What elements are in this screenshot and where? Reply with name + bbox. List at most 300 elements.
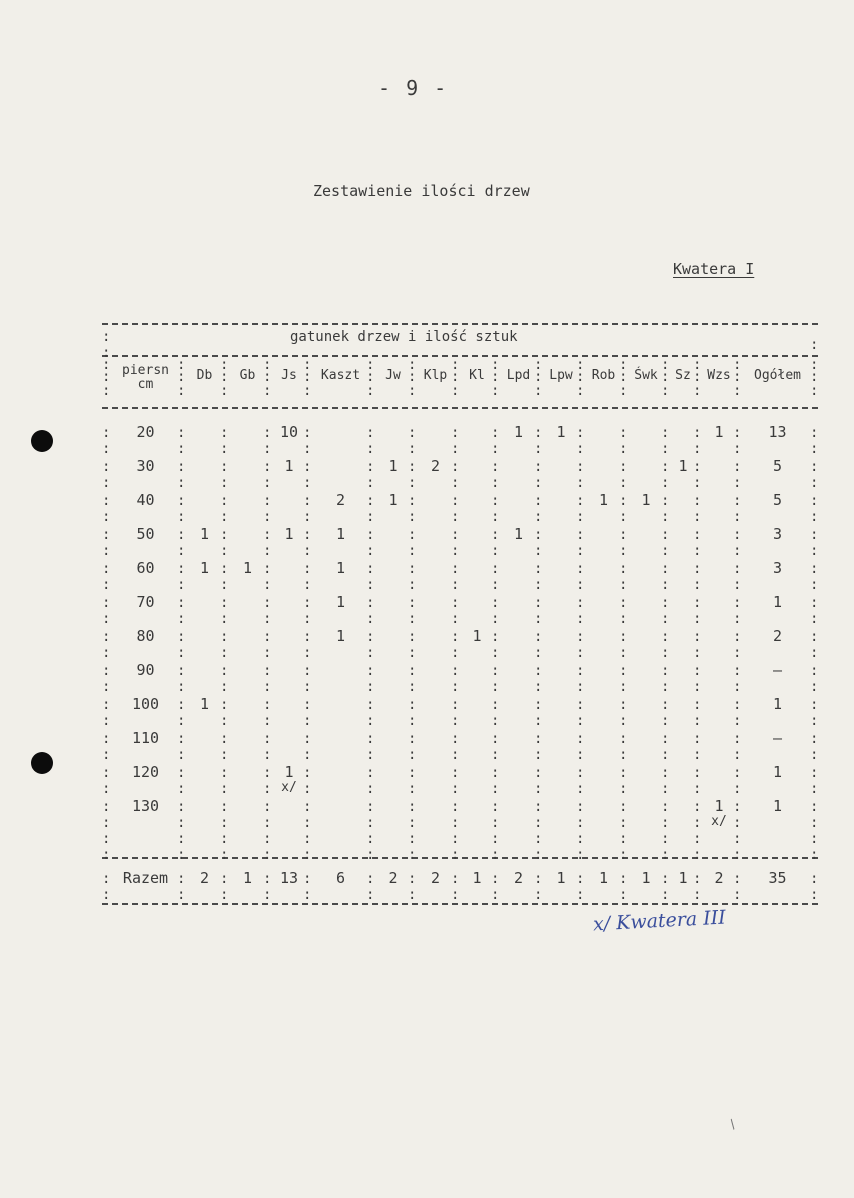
colon-separator: : <box>661 679 670 695</box>
colon-separator: : <box>619 747 628 763</box>
colon-separator: : <box>661 509 670 525</box>
colon-separator: : <box>303 509 312 525</box>
count-cell: 1 <box>284 763 294 781</box>
total-cell: 1 <box>772 695 783 713</box>
colon-separator: : <box>303 815 312 831</box>
column-header: Sz <box>675 368 691 383</box>
colon-separator: : <box>366 383 375 399</box>
colon-separator: : <box>733 383 742 399</box>
colon-separator: : <box>220 781 229 797</box>
colon-separator: : <box>102 611 111 627</box>
colon-separator: : <box>534 799 543 815</box>
colon-separator: : <box>619 645 628 661</box>
colon-separator: : <box>661 781 670 797</box>
colon-separator: : <box>451 543 460 559</box>
colon-separator: : <box>408 629 417 645</box>
colon-separator: : <box>102 645 111 661</box>
colon-separator: : <box>303 731 312 747</box>
colon-separator: : <box>619 871 628 887</box>
colon-separator: : <box>491 713 500 729</box>
colon-separator: : <box>810 369 819 385</box>
colon-separator: : <box>220 887 229 903</box>
colon-separator: : <box>177 493 186 509</box>
count-cell: 1 <box>598 491 609 509</box>
colon-separator: : <box>408 509 417 525</box>
colon-separator: : <box>534 871 543 887</box>
colon-separator: : <box>661 595 670 611</box>
colon-separator: : <box>576 441 585 457</box>
colon-separator: : <box>619 509 628 525</box>
colon-separator: : <box>102 577 111 593</box>
colon-separator: : <box>693 527 702 543</box>
colon-separator: : <box>303 847 312 863</box>
colon-separator: : <box>534 781 543 797</box>
column-header: Gb <box>239 368 256 383</box>
colon-separator: : <box>810 493 819 509</box>
colon-separator: : <box>102 663 111 679</box>
total-cell: 13 <box>768 423 787 441</box>
colon-separator: : <box>263 441 272 457</box>
colon-separator: : <box>619 595 628 611</box>
colon-separator: : <box>534 459 543 475</box>
colon-separator: : <box>263 475 272 491</box>
page-number: - 9 - <box>378 76 449 100</box>
colon-separator: : <box>102 493 111 509</box>
colon-separator: : <box>366 731 375 747</box>
colon-separator: : <box>693 629 702 645</box>
colon-separator: : <box>366 781 375 797</box>
colon-separator: : <box>263 383 272 399</box>
colon-separator: : <box>408 543 417 559</box>
colon-separator: : <box>102 847 111 863</box>
colon-separator: : <box>534 493 543 509</box>
colon-separator: : <box>102 871 111 887</box>
colon-separator: : <box>576 577 585 593</box>
colon-separator: : <box>366 713 375 729</box>
colon-separator: : <box>661 357 670 373</box>
colon-separator: : <box>733 747 742 763</box>
colon-separator: : <box>303 747 312 763</box>
colon-separator: : <box>661 629 670 645</box>
totals-cell: 1 <box>678 869 688 887</box>
colon-separator: : <box>810 459 819 475</box>
colon-separator: : <box>693 663 702 679</box>
colon-separator: : <box>177 369 186 385</box>
colon-separator: : <box>303 887 312 903</box>
colon-separator: : <box>619 459 628 475</box>
colon-separator: : <box>661 663 670 679</box>
colon-separator: : <box>263 493 272 509</box>
colon-separator: : <box>693 831 702 847</box>
colon-separator: : <box>733 815 742 831</box>
column-header: Rob <box>591 368 616 383</box>
colon-separator: : <box>303 561 312 577</box>
count-cell: 1 <box>199 695 210 713</box>
colon-separator: : <box>693 441 702 457</box>
colon-separator: : <box>177 847 186 863</box>
colon-separator: : <box>220 383 229 399</box>
colon-separator: : <box>451 493 460 509</box>
colon-separator: : <box>102 357 111 373</box>
totals-cell: 1 <box>472 869 482 887</box>
colon-separator: : <box>451 887 460 903</box>
colon-separator: : <box>491 611 500 627</box>
colon-separator: : <box>576 765 585 781</box>
table-rule <box>102 407 818 409</box>
colon-separator: : <box>491 697 500 713</box>
colon-separator: : <box>102 765 111 781</box>
colon-separator: : <box>576 831 585 847</box>
total-cell: 5 <box>772 491 783 509</box>
colon-separator: : <box>263 871 272 887</box>
colon-separator: : <box>303 679 312 695</box>
colon-separator: : <box>451 871 460 887</box>
count-cell: 1 <box>388 457 398 475</box>
colon-separator: : <box>576 561 585 577</box>
punch-hole-top <box>31 430 53 452</box>
colon-separator: : <box>366 799 375 815</box>
colon-separator: : <box>303 629 312 645</box>
colon-separator: : <box>693 679 702 695</box>
colon-separator: : <box>693 357 702 373</box>
colon-separator: : <box>733 887 742 903</box>
colon-separator: : <box>810 887 819 903</box>
count-cell: 2 <box>430 457 441 475</box>
colon-separator: : <box>661 577 670 593</box>
colon-separator: : <box>810 747 819 763</box>
colon-separator: : <box>534 815 543 831</box>
colon-separator: : <box>619 765 628 781</box>
colon-separator: : <box>576 713 585 729</box>
colon-separator: : <box>733 697 742 713</box>
colon-separator: : <box>491 425 500 441</box>
colon-separator: : <box>619 731 628 747</box>
totals-cell: 2 <box>714 869 724 887</box>
colon-separator: : <box>366 369 375 385</box>
colon-separator: : <box>408 831 417 847</box>
colon-separator: : <box>102 595 111 611</box>
colon-separator: : <box>451 747 460 763</box>
colon-separator: : <box>177 799 186 815</box>
colon-separator: : <box>733 369 742 385</box>
colon-separator: : <box>451 441 460 457</box>
colon-separator: : <box>263 629 272 645</box>
colon-separator: : <box>576 527 585 543</box>
colon-separator: : <box>693 713 702 729</box>
colon-separator: : <box>102 561 111 577</box>
colon-separator: : <box>576 543 585 559</box>
colon-separator: : <box>220 645 229 661</box>
colon-separator: : <box>408 561 417 577</box>
colon-separator: : <box>491 871 500 887</box>
colon-separator: : <box>366 747 375 763</box>
colon-separator: : <box>576 747 585 763</box>
count-cell: 1 <box>388 491 398 509</box>
document-title: Zestawienie ilości drzew <box>313 182 530 200</box>
colon-separator: : <box>810 425 819 441</box>
colon-separator: : <box>102 799 111 815</box>
colon-separator: : <box>491 475 500 491</box>
colon-separator: : <box>220 679 229 695</box>
colon-separator: : <box>451 663 460 679</box>
colon-separator: : <box>408 383 417 399</box>
colon-separator: : <box>303 493 312 509</box>
colon-separator: : <box>366 595 375 611</box>
table-rule <box>102 857 818 859</box>
colon-separator: : <box>619 697 628 713</box>
colon-separator: : <box>619 815 628 831</box>
colon-separator: : <box>303 781 312 797</box>
colon-separator: : <box>733 561 742 577</box>
colon-separator: : <box>303 543 312 559</box>
colon-separator: : <box>491 847 500 863</box>
colon-separator: : <box>102 731 111 747</box>
colon-separator: : <box>619 369 628 385</box>
colon-separator: : <box>661 831 670 847</box>
colon-separator: : <box>408 357 417 373</box>
colon-separator: : <box>263 369 272 385</box>
colon-separator: : <box>534 887 543 903</box>
colon-separator: : <box>534 357 543 373</box>
colon-separator: : <box>619 799 628 815</box>
colon-separator: : <box>451 765 460 781</box>
colon-separator: : <box>408 459 417 475</box>
colon-separator: : <box>102 679 111 695</box>
colon-separator: : <box>177 731 186 747</box>
colon-separator: : <box>408 799 417 815</box>
colon-separator: : <box>220 561 229 577</box>
colon-separator: : <box>263 731 272 747</box>
colon-separator: : <box>693 543 702 559</box>
colon-separator: : <box>220 369 229 385</box>
colon-separator: : <box>810 357 819 373</box>
colon-separator: : <box>661 561 670 577</box>
colon-separator: : <box>451 731 460 747</box>
diameter-cell: 80 <box>136 627 155 645</box>
colon-separator: : <box>733 493 742 509</box>
colon-separator: : <box>303 871 312 887</box>
colon-separator: : <box>408 871 417 887</box>
colon-separator: : <box>408 369 417 385</box>
colon-separator: : <box>263 645 272 661</box>
colon-separator: : <box>576 595 585 611</box>
colon-separator: : <box>408 645 417 661</box>
colon-separator: : <box>491 831 500 847</box>
colon-separator: : <box>102 697 111 713</box>
colon-separator: : <box>810 765 819 781</box>
colon-separator: : <box>693 509 702 525</box>
colon-separator: : <box>491 765 500 781</box>
colon-separator: : <box>263 611 272 627</box>
colon-separator: : <box>451 831 460 847</box>
colon-separator: : <box>661 815 670 831</box>
colon-separator: : <box>303 765 312 781</box>
colon-separator: : <box>619 781 628 797</box>
colon-separator: : <box>661 713 670 729</box>
colon-separator: : <box>619 493 628 509</box>
colon-separator: : <box>220 493 229 509</box>
colon-separator: : <box>810 781 819 797</box>
colon-separator: : <box>177 645 186 661</box>
colon-separator: : <box>491 577 500 593</box>
count-cell: 1 <box>714 423 724 441</box>
colon-separator: : <box>408 475 417 491</box>
colon-separator: : <box>534 577 543 593</box>
colon-separator: : <box>366 543 375 559</box>
colon-separator: : <box>220 611 229 627</box>
column-header: Js <box>281 368 297 383</box>
colon-separator: : <box>534 831 543 847</box>
colon-separator: : <box>810 577 819 593</box>
colon-separator: : <box>177 509 186 525</box>
colon-separator: : <box>534 611 543 627</box>
colon-separator: : <box>619 611 628 627</box>
colon-separator: : <box>263 887 272 903</box>
count-cell: 1 <box>242 559 253 577</box>
colon-separator: : <box>366 509 375 525</box>
colon-separator: : <box>534 425 543 441</box>
colon-separator: : <box>733 595 742 611</box>
colon-separator: : <box>366 887 375 903</box>
colon-separator: : <box>810 561 819 577</box>
colon-separator: : <box>408 611 417 627</box>
colon-separator: : <box>263 697 272 713</box>
colon-separator: : <box>810 871 819 887</box>
colon-separator: : <box>303 831 312 847</box>
colon-separator: : <box>810 595 819 611</box>
colon-separator: : <box>693 887 702 903</box>
colon-separator: : <box>220 527 229 543</box>
total-cell: 3 <box>772 525 783 543</box>
colon-separator: : <box>491 357 500 373</box>
colon-separator: : <box>693 577 702 593</box>
colon-separator: : <box>693 369 702 385</box>
total-cell: 5 <box>772 457 783 475</box>
colon-separator: : <box>263 831 272 847</box>
colon-separator: : <box>491 509 500 525</box>
colon-separator: : <box>733 543 742 559</box>
colon-separator: : <box>451 369 460 385</box>
colon-separator: : <box>451 509 460 525</box>
colon-separator: : <box>451 781 460 797</box>
colon-separator: : <box>810 713 819 729</box>
colon-separator: : <box>451 561 460 577</box>
diameter-cell: 130 <box>131 797 160 815</box>
totals-cell: 2 <box>513 869 524 887</box>
column-header: Ogółem <box>754 368 801 383</box>
colon-separator: : <box>810 543 819 559</box>
colon-separator: : <box>534 679 543 695</box>
colon-separator: : <box>220 577 229 593</box>
colon-separator: : <box>220 831 229 847</box>
colon-separator: : <box>366 645 375 661</box>
colon-separator: : <box>534 847 543 863</box>
colon-separator: : <box>408 815 417 831</box>
colon-separator: : <box>693 847 702 863</box>
colon-separator: : <box>408 887 417 903</box>
colon-separator: : <box>534 527 543 543</box>
colon-separator: : <box>619 383 628 399</box>
count-cell: 1 <box>513 423 524 441</box>
colon-separator: : <box>534 747 543 763</box>
colon-separator: : <box>491 459 500 475</box>
colon-separator: : <box>177 713 186 729</box>
colon-separator: : <box>619 475 628 491</box>
colon-separator: : <box>451 697 460 713</box>
colon-separator: : <box>102 815 111 831</box>
colon-separator: : <box>220 799 229 815</box>
colon-separator: : <box>491 645 500 661</box>
colon-separator: : <box>263 713 272 729</box>
total-cell: 1 <box>772 593 783 611</box>
colon-separator: : <box>576 357 585 373</box>
colon-separator: : <box>534 383 543 399</box>
column-header: Kl <box>469 368 485 383</box>
colon-separator: : <box>177 629 186 645</box>
colon-separator: : <box>576 629 585 645</box>
colon-separator: : <box>366 441 375 457</box>
colon-separator: : <box>619 527 628 543</box>
colon-separator: : <box>451 527 460 543</box>
count-cell: 1 <box>513 525 524 543</box>
colon-separator: : <box>451 679 460 695</box>
handwritten-note: x/ Kwatera III <box>592 906 727 936</box>
colon-separator: : <box>491 543 500 559</box>
count-cell: 1 <box>472 627 482 645</box>
colon-separator: : <box>733 731 742 747</box>
colon-separator: : <box>102 383 111 399</box>
count-cell: 1 <box>556 423 566 441</box>
colon-separator: : <box>303 799 312 815</box>
colon-separator: : <box>810 799 819 815</box>
colon-separator: : <box>408 577 417 593</box>
colon-separator: : <box>810 831 819 847</box>
colon-separator: : <box>810 611 819 627</box>
colon-separator: : <box>733 357 742 373</box>
colon-separator: : <box>177 383 186 399</box>
diameter-cell: 20 <box>136 423 155 441</box>
colon-separator: : <box>810 731 819 747</box>
count-cell: 1 <box>335 559 346 577</box>
count-cell: 1 <box>335 593 346 611</box>
colon-separator: : <box>810 383 819 399</box>
colon-separator: : <box>263 663 272 679</box>
colon-separator: : <box>810 847 819 863</box>
colon-separator: : <box>733 577 742 593</box>
totals-cell: 2 <box>199 869 210 887</box>
colon-separator: : <box>619 357 628 373</box>
colon-separator: : <box>102 425 111 441</box>
colon-separator: : <box>220 595 229 611</box>
colon-separator: : <box>408 595 417 611</box>
colon-separator: : <box>733 645 742 661</box>
colon-separator: : <box>263 561 272 577</box>
colon-separator: : <box>408 493 417 509</box>
count-cell: 1 <box>199 525 210 543</box>
colon-separator: : <box>177 577 186 593</box>
colon-separator: : <box>534 441 543 457</box>
colon-separator: : <box>810 679 819 695</box>
colon-separator: : <box>661 887 670 903</box>
colon-separator: : <box>661 543 670 559</box>
colon-separator: : <box>220 425 229 441</box>
colon-separator: : <box>220 441 229 457</box>
colon-separator: : <box>810 441 819 457</box>
diameter-cell: 30 <box>136 457 155 475</box>
colon-separator: : <box>534 475 543 491</box>
colon-separator: : <box>451 459 460 475</box>
colon-separator: : <box>451 577 460 593</box>
